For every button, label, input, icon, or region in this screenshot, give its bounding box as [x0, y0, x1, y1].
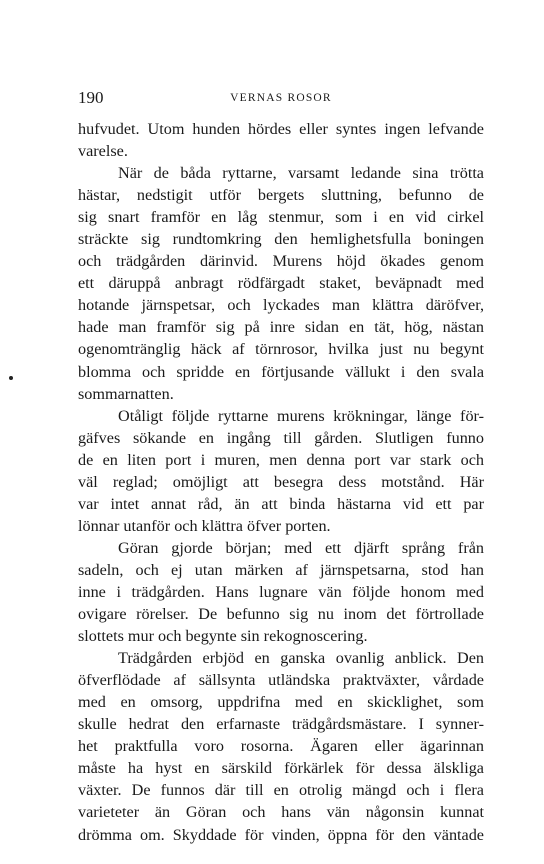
margin-mark: [9, 376, 13, 380]
text-line: och trädgården därinvid. Murens höjd ökades genom: [78, 252, 484, 271]
text-line: slottets mur och begynte sin rekognoscering.: [78, 627, 368, 646]
text-line: ovigare rörelser. De befunno sig nu inom det förtrollade: [78, 605, 484, 624]
running-title: VERNAS ROSOR: [230, 92, 332, 104]
text-line: var intet annat råd, än att binda hästarna vid ett par: [78, 494, 484, 513]
text-line: sig snart framför en låg stenmur, som i en vid cirkel: [78, 208, 484, 227]
text-line: lönnar utanför och klättra öfver porten.: [78, 516, 331, 535]
text-line: hade man framför sig på inre sidan en tät, hög, nästan: [78, 318, 484, 337]
page-number: 190: [78, 88, 104, 107]
text-line: het praktfulla voro rosorna. Ägaren eller ägarinnan: [78, 737, 484, 756]
page-header: [78, 88, 484, 108]
text-line: gäfves sökande en ingång till gården. Slutligen funno: [78, 428, 484, 447]
text-line: Trädgården erbjöd en ganska ovanlig anblick. Den: [118, 649, 484, 668]
text-line: öfverflödade af sällsynta utländska praktväxter, vårdade: [78, 671, 484, 690]
text-line: drömma om. Skyddade för vinden, öppna för den väntade: [78, 825, 484, 844]
text-line: sadeln, och ej utan märken af järnspetsarna, stod han: [78, 560, 484, 579]
text-line: måste ha hyst en särskild förkärlek för dessa älskliga: [78, 759, 484, 778]
text-line: blomma och spridde en förtjusande vällukt i den svala: [78, 362, 484, 381]
text-line: de en liten port i muren, men denna port var stark och: [78, 450, 484, 469]
text-line: Göran gjorde början; med ett djärft språng från: [118, 538, 484, 557]
text-line: varelse.: [78, 142, 128, 161]
text-line: skulle hedrat den erfarnaste trädgårdsmästare. I synner-: [78, 715, 484, 734]
text-line: ett däruppå anbragt rödfärgadt staket, beväpnadt med: [78, 274, 484, 293]
text-line: växter. De funnos där till en otrolig mängd och i flera: [78, 781, 484, 800]
text-line: ogenomtränglig häck af törnrosor, hvilka just nu begynt: [78, 340, 484, 359]
text-line: hotande järnspetsar, och lyckades man klättra däröfver,: [78, 296, 484, 315]
text-line: inne i trädgården. Hans lugnare vän följde honom med: [78, 582, 484, 601]
text-line: hästar, nedstigit utför bergets sluttning, befunno de: [78, 186, 484, 205]
body-text: [78, 118, 484, 846]
text-line: med en omsorg, uppdrifna med en skicklighet, som: [78, 693, 484, 712]
text-line: varieteter än Göran och hans vän någonsin kunnat: [78, 803, 484, 822]
text-line: väl reglad; omöjligt att besegra dess motstånd. Här: [78, 472, 484, 491]
text-line: sträckte sig rundtomkring den hemlighetsfulla boningen: [78, 230, 484, 249]
text-line: sommarnatten.: [78, 384, 174, 403]
text-line: hufvudet. Utom hunden hördes eller syntes ingen lefvande: [78, 120, 484, 138]
text-line: Otåligt följde ryttarne murens krökningar, länge för-: [118, 406, 484, 425]
text-line: När de båda ryttarne, varsamt ledande sina trötta: [118, 164, 484, 183]
